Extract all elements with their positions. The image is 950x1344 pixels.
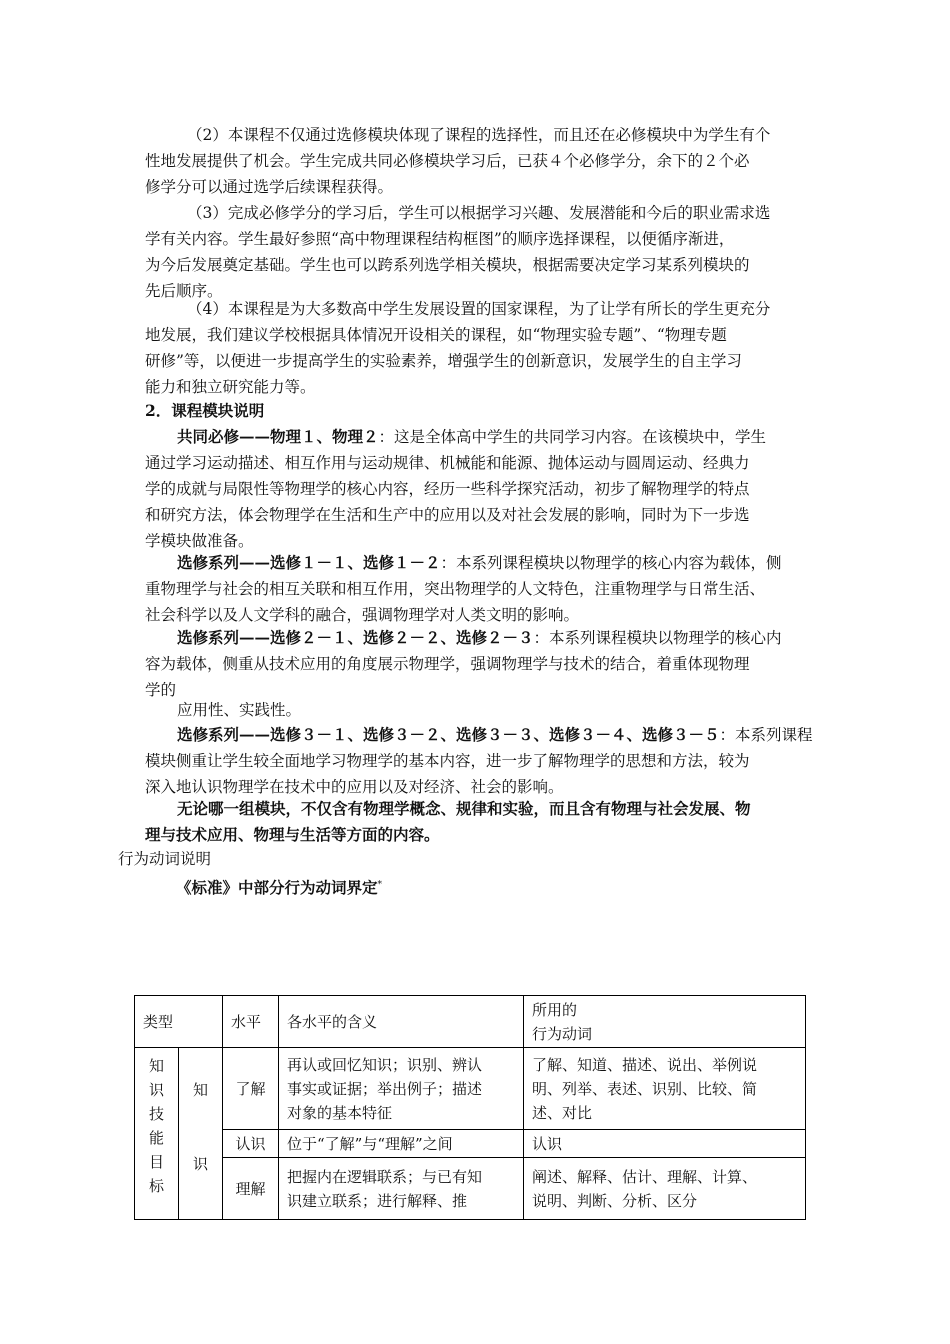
text-line: 研修”等，以便进一步提高学生的实验素养，增强学生的创新意识，发展学生的自主学习 — [145, 352, 742, 370]
meaning-line: 对象的基本特征 — [287, 1103, 393, 1122]
category-char: 知 — [148, 1057, 164, 1075]
meaning-line: 再认或回忆知识；识别、辨认 — [287, 1055, 483, 1074]
meaning-line: 事实或证据；举出例子；描述 — [287, 1079, 483, 1098]
text-line: 理与技术应用、物理与生活等方面的内容。 — [145, 825, 440, 844]
category-char: 技 — [148, 1105, 164, 1123]
paragraph-series-3 — [145, 722, 813, 800]
paragraph-3 — [145, 200, 805, 304]
module-title: 选修系列——选修２－１、选修２－２、选修２－３ — [177, 628, 534, 647]
subcategory-char: 识 — [192, 1155, 208, 1173]
meaning-line: 把握内在逻辑联系；与已有知 — [287, 1167, 483, 1186]
verbs-line: 阐述、解释、估计、理解、计算、 — [532, 1167, 758, 1186]
text-run: ：本系列课程模块以物理学的核心内 — [533, 629, 782, 647]
text-line: 重物理学与社会的相互关联和相互作用，突出物理学的人文特色，注重物理学与日常生活、 — [145, 580, 766, 598]
verbs-cell — [524, 1048, 806, 1130]
table-row — [135, 1158, 806, 1220]
verb-section-heading: 行为动词说明 — [118, 850, 212, 868]
table-title — [176, 872, 836, 901]
category-char: 识 — [148, 1081, 164, 1099]
text-line: 学有关内容。学生最好参照“高中物理课程结构框图”的顺序选择课程，以便循序渐进， — [145, 230, 735, 248]
verbs-line: 了解、知道、描述、说出、举例说 — [532, 1055, 758, 1074]
meaning-line: 识建立联系；进行解释、推 — [287, 1191, 468, 1210]
text-line: 学模块做准备。 — [145, 532, 254, 550]
meaning-cell: 位于“了解”与“理解”之间 — [279, 1130, 524, 1158]
header-type: 类型 — [135, 996, 223, 1048]
category-char: 标 — [148, 1177, 164, 1195]
text-line: （2）本课程不仅通过选修模块体现了课程的选择性，而且还在必修模块中为学生有个 — [187, 126, 771, 144]
text-line: 能力和独立研究能力等。 — [145, 378, 316, 396]
footnote-mark: * — [377, 880, 383, 890]
section-heading: 2．课程模块说明 — [145, 401, 265, 420]
header-meaning: 各水平的含义 — [279, 996, 524, 1048]
header-verbs-line: 行为动词 — [532, 1024, 593, 1043]
text-line: 地发展，我们建议学校根据具体情况开设相关的课程，如“物理实验专题”、“物理专题 — [145, 326, 727, 344]
category-char: 能 — [148, 1129, 164, 1147]
verbs-line: 明、列举、表述、识别、比较、简 — [532, 1079, 758, 1098]
verbs-cell — [524, 1158, 806, 1220]
meaning-cell — [279, 1048, 524, 1130]
table-row — [135, 1048, 806, 1130]
subcategory-cell — [179, 1048, 223, 1220]
category-char: 目 — [148, 1153, 164, 1171]
header-verbs-line: 所用的 — [532, 1000, 578, 1019]
paragraph-common-module — [145, 424, 805, 554]
table-header-row — [135, 996, 806, 1048]
text-line: 和研究方法，体会物理学在生活和生产中的应用以及对社会发展的影响，同时为下一步选 — [145, 506, 750, 524]
text-line: 学的 — [145, 681, 177, 699]
paragraph-series-2 — [145, 625, 805, 703]
text-line: 修学分可以通过选学后续课程获得。 — [145, 178, 394, 196]
module-title: 选修系列——选修１－１、选修１－２ — [177, 553, 441, 572]
module-title: 选修系列——选修３－１、选修３－２、选修３－３、选修３－４、选修３－５ — [177, 725, 720, 744]
paragraph-2 — [145, 122, 805, 200]
text-run: ：这是全体高中学生的共同学习内容。在该模块中，学生 — [378, 428, 767, 446]
text-run: ：本系列课程 — [719, 726, 813, 744]
text-line: 先后顺序。 — [145, 282, 223, 300]
subcategory-char: 知 — [192, 1081, 208, 1099]
text-line — [145, 550, 805, 576]
text-line: 无论哪一组模块，不仅含有物理学概念、规律和实验，而且含有物理与社会发展、物 — [177, 799, 751, 818]
module-title: 共同必修——物理１、物理２ — [177, 427, 379, 446]
table-title-text: 《标准》中部分行为动词界定 — [176, 878, 378, 898]
text-line: （3）完成必修学分的学习后，学生可以根据学习兴趣、发展潜能和今后的职业需求选 — [187, 204, 771, 222]
verbs-cell: 认识 — [524, 1130, 806, 1158]
text-line — [145, 424, 805, 450]
category-cell — [135, 1048, 179, 1220]
paragraph-summary — [145, 796, 805, 848]
header-verbs — [524, 996, 806, 1048]
verbs-line: 说明、判断、分析、区分 — [532, 1191, 698, 1210]
text-line: 模块侧重让学生较全面地学习物理学的基本内容，进一步了解物理学的思想和方法，较为 — [145, 752, 750, 770]
text-line — [145, 625, 805, 651]
text-line: 学的成就与局限性等物理学的核心内容，经历一些科学探究活动，初步了解物理学的特点 — [145, 480, 750, 498]
verb-definition-table — [134, 995, 806, 1220]
text-line: （4）本课程是为大多数高中学生发展设置的国家课程，为了让学有所长的学生更充分 — [187, 300, 771, 318]
text-run: ：本系列课程模块以物理学的核心内容为载体，侧 — [440, 554, 782, 572]
text-line: 应用性、实践性。 — [177, 701, 302, 719]
level-cell: 认识 — [223, 1130, 279, 1158]
text-line: 容为载体，侧重从技术应用的角度展示物理学，强调物理学与技术的结合，着重体现物理 — [145, 655, 750, 673]
table-row — [135, 1130, 806, 1158]
verbs-line: 述、对比 — [532, 1103, 593, 1122]
text-line: 为今后发展奠定基础。学生也可以跨系列选学相关模块，根据需要决定学习某系列模块的 — [145, 256, 750, 274]
text-line: 性地发展提供了机会。学生完成共同必修模块学习后，已获４个必修学分，余下的２个必 — [145, 152, 750, 170]
level-cell: 理解 — [223, 1158, 279, 1220]
paragraph-4 — [145, 296, 805, 400]
text-line — [145, 722, 813, 748]
text-line: 通过学习运动描述、相互作用与运动规律、机械能和能源、抛体运动与圆周运动、经典力 — [145, 454, 750, 472]
level-cell: 了解 — [223, 1048, 279, 1130]
meaning-cell — [279, 1158, 524, 1220]
paragraph-series-1 — [145, 550, 805, 628]
text-line: 深入地认识物理学在技术中的应用以及对经济、社会的影响。 — [145, 778, 564, 796]
header-level: 水平 — [223, 996, 279, 1048]
text-line: 社会科学以及人文学科的融合，强调物理学对人类文明的影响。 — [145, 606, 580, 624]
